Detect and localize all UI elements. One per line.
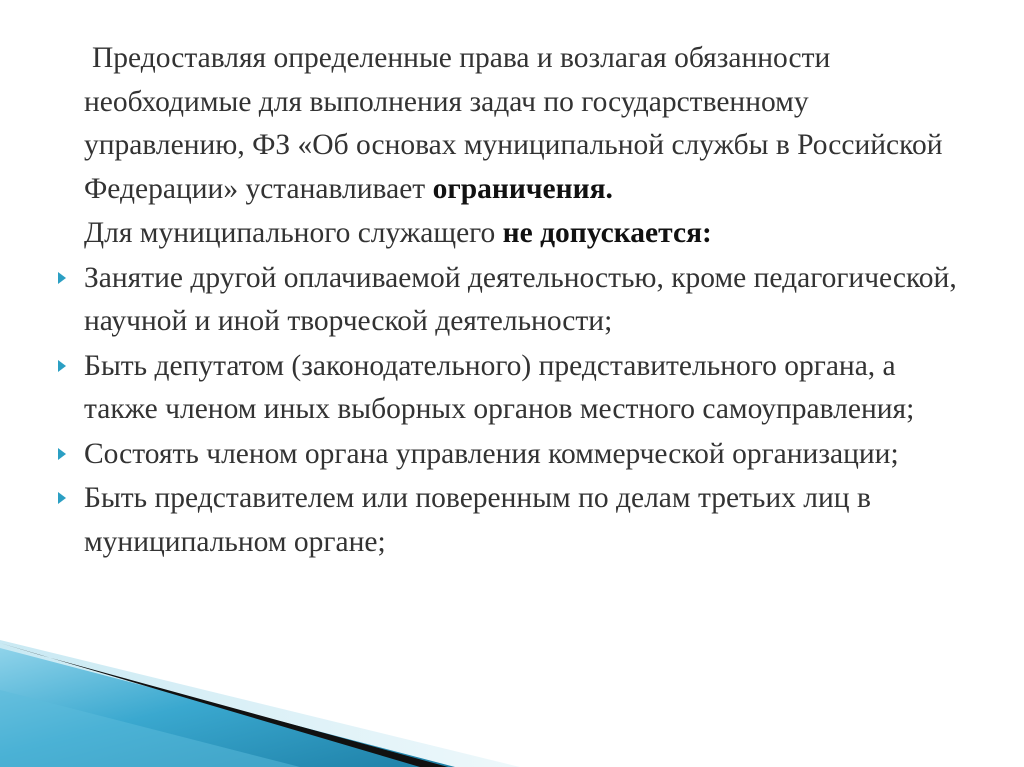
list-item [58,257,958,344]
intro-paragraph [58,37,958,211]
restrictions-list [58,257,958,565]
triangle-bullet-icon [58,360,66,372]
triangle-bullet-icon [58,272,66,284]
list-item-text: Занятие другой оплачиваемой деятельностью, кроме педагогической, научной и иной творческой деятельности; [84,261,957,337]
list-item-text: Состоять членом органа управления коммерческой организации; [84,437,899,470]
triangle-bullet-icon [58,448,66,460]
intro-text: Предоставляя определенные права и возлагая обязанности необходимые для выполнения задач по государственному управлению, ФЗ «Об основах муниципальной службы в Российской Федерации» устанавливает [84,42,943,205]
list-item-text: Быть депутатом (законодательного) представительного органа, а также членом иных выборных органов местного самоуправления; [84,349,915,425]
lead-emphasis: не допускается: [502,217,712,249]
triangle-bullet-icon [58,492,66,504]
list-item-text: Быть представителем или поверенным по делам третьих лиц в муниципальном органе; [84,482,871,558]
list-item [58,477,958,564]
list-item [58,345,958,432]
list-item [58,433,958,477]
slide-text [58,37,958,564]
lead-text: Для муниципального служащего [84,217,503,249]
lead-paragraph [58,212,958,256]
intro-emphasis: ограничения. [432,172,613,205]
